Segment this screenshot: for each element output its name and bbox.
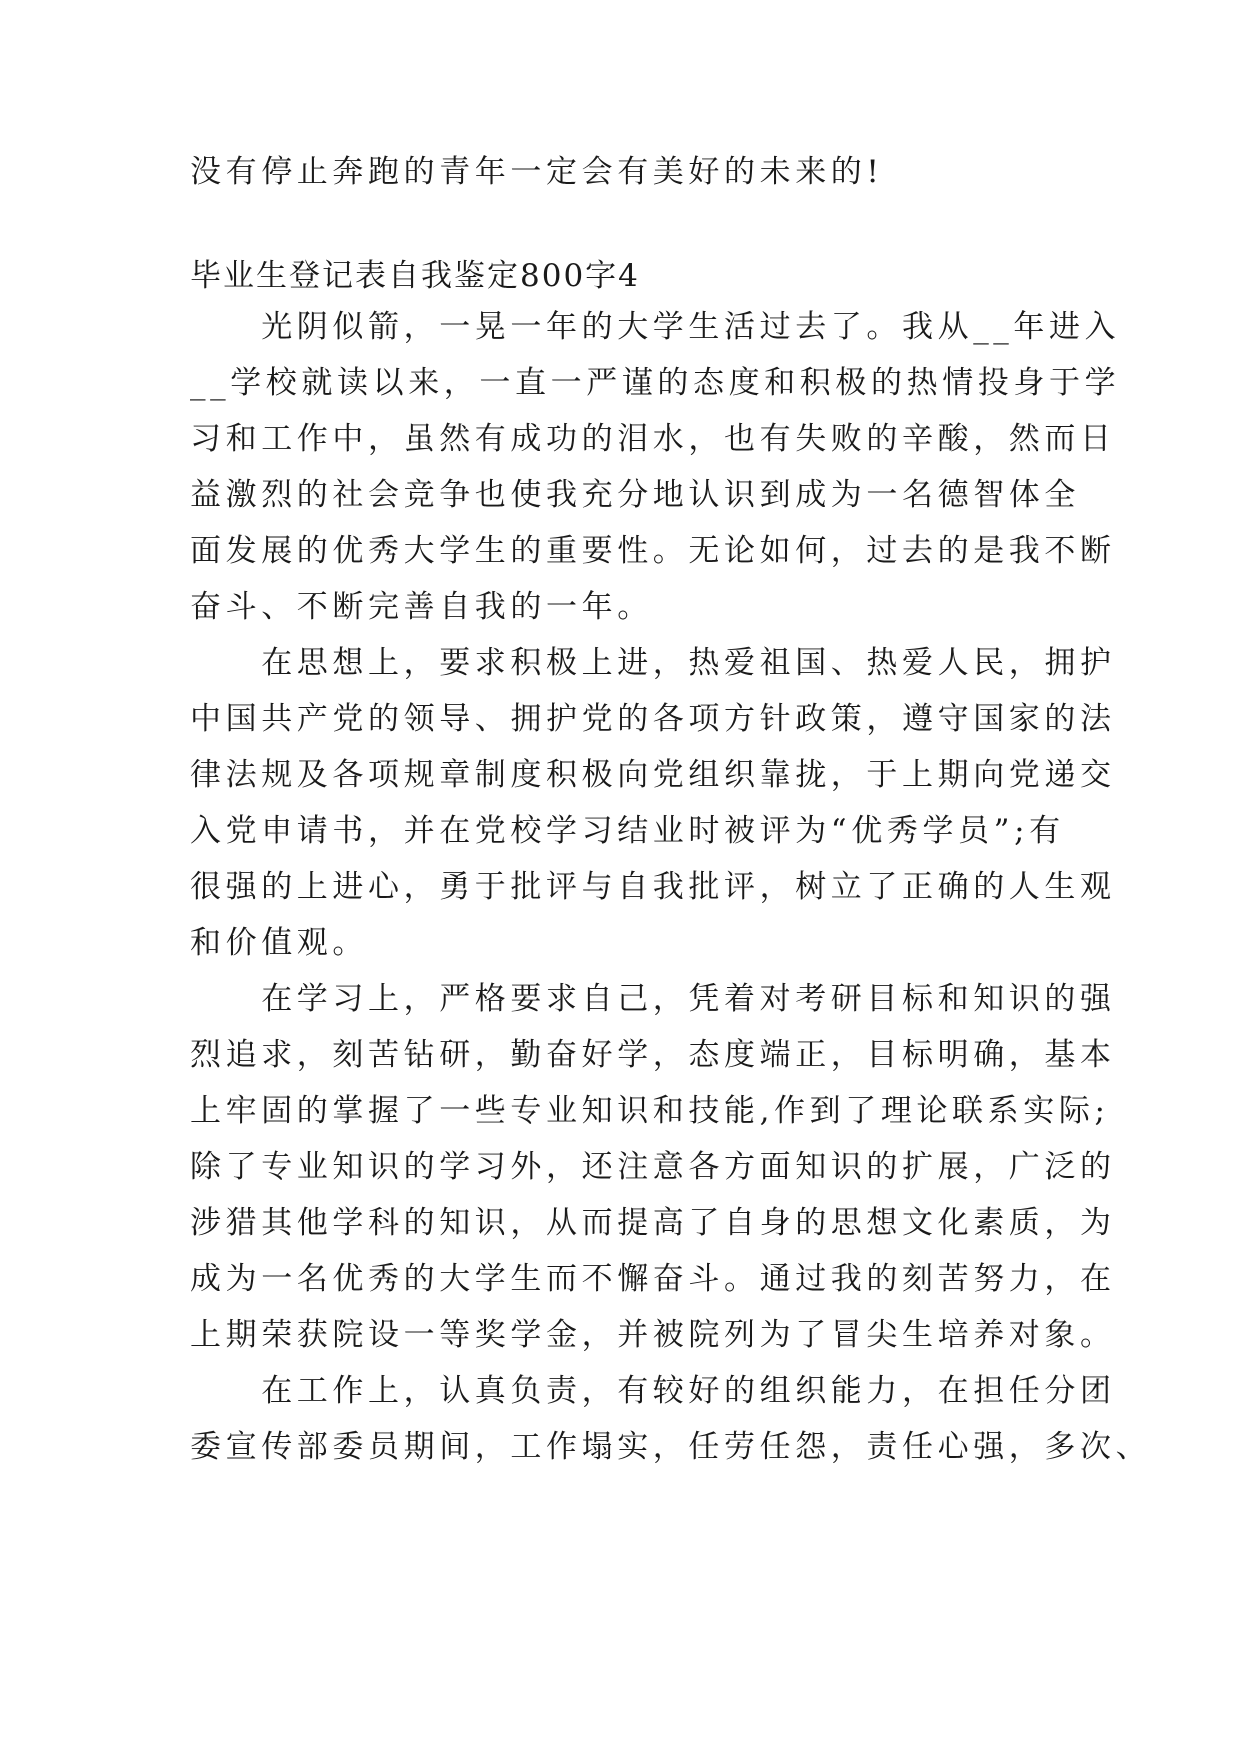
- body-line: 光阴似箭，一晃一年的大学生活过去了。我从__年进入: [190, 309, 1121, 345]
- body-line: 成为一名优秀的大学生而不懈奋斗。通过我的刻苦努力，在: [190, 1261, 1116, 1297]
- body-line: 在工作上，认真负责，有较好的组织能力，在担任分团: [190, 1373, 1116, 1409]
- opening-line: 没有停止奔跑的青年一定会有美好的未来的!: [190, 154, 884, 190]
- body-line: 和价值观。: [190, 925, 368, 961]
- body-line: __学校就读以来，一直一严谨的态度和积极的热情投身于学: [190, 365, 1121, 401]
- body-line: 上期荣获院设一等奖学金，并被院列为了冒尖生培养对象。: [190, 1317, 1116, 1353]
- body-line: 委宣传部委员期间，工作塌实，任劳任怨，责任心强，多次、: [190, 1429, 1152, 1465]
- body-line: 面发展的优秀大学生的重要性。无论如何，过去的是我不断: [190, 533, 1116, 569]
- body-line: 除了专业知识的学习外，还注意各方面知识的扩展，广泛的: [190, 1149, 1116, 1185]
- body-line: 在学习上，严格要求自己，凭着对考研目标和知识的强: [190, 981, 1116, 1017]
- body-line: 奋斗、不断完善自我的一年。: [190, 589, 653, 625]
- body-line: 涉猎其他学科的知识，从而提高了自身的思想文化素质，为: [190, 1205, 1116, 1241]
- body-line: 益激烈的社会竞争也使我充分地认识到成为一名德智体全: [190, 477, 1080, 513]
- body-line: 在思想上，要求积极上进，热爱祖国、热爱人民，拥护: [190, 645, 1116, 681]
- body-line: 烈追求，刻苦钻研，勤奋好学，态度端正，目标明确，基本: [190, 1037, 1116, 1073]
- body-line: 习和工作中，虽然有成功的泪水，也有失败的辛酸，然而日: [190, 421, 1116, 457]
- body-line: 很强的上进心，勇于批评与自我批评，树立了正确的人生观: [190, 869, 1116, 905]
- section-title: 毕业生登记表自我鉴定800字4: [190, 258, 640, 294]
- body-line: 上牢固的掌握了一些专业知识和技能,作到了理论联系实际;: [190, 1093, 1110, 1129]
- body-line: 入党申请书，并在党校学习结业时被评为“优秀学员”;有: [190, 813, 1065, 849]
- body-line: 律法规及各项规章制度积极向党组织靠拢，于上期向党递交: [190, 757, 1116, 793]
- body-line: 中国共产党的领导、拥护党的各项方针政策，遵守国家的法: [190, 701, 1116, 737]
